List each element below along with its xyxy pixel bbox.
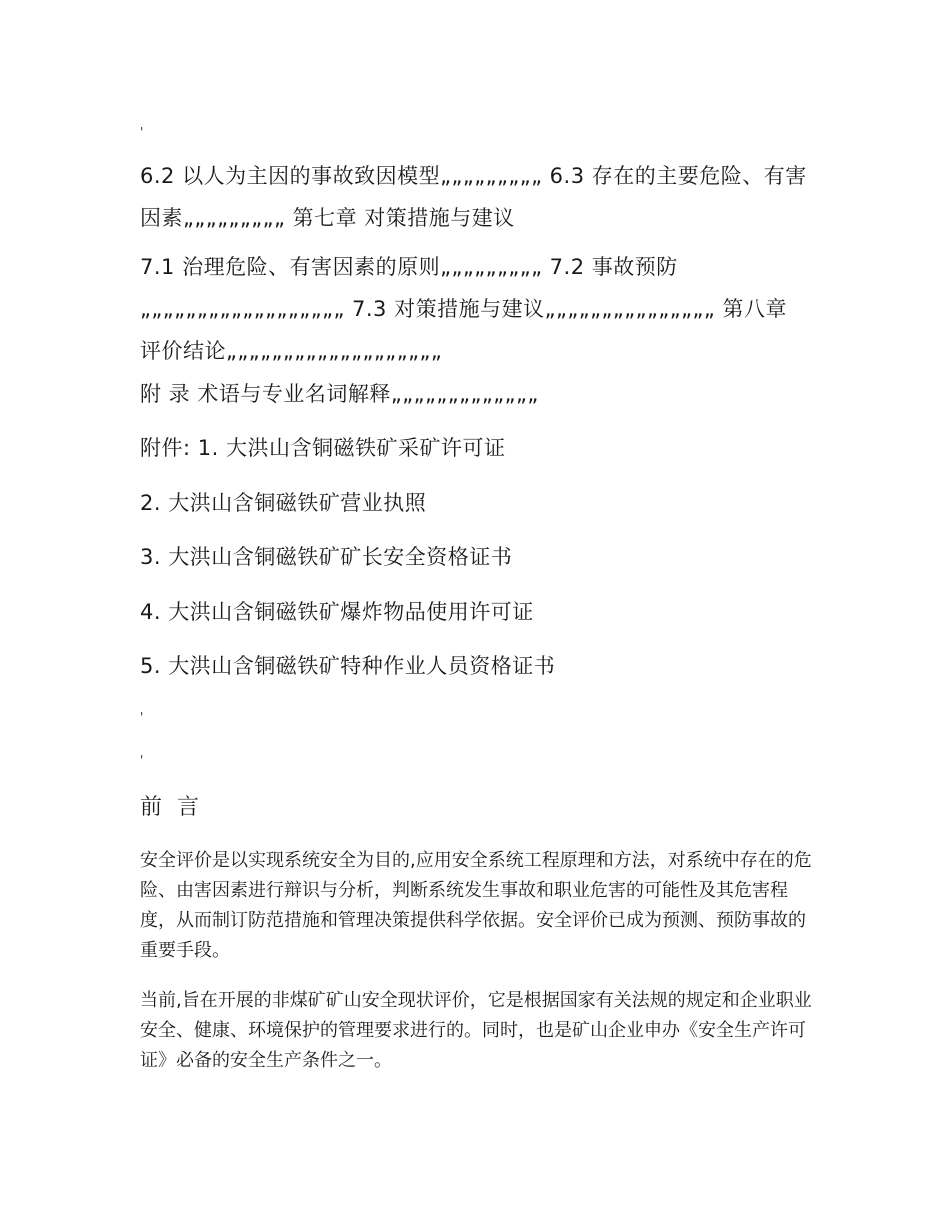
toc-appendix: 附 录 术语与专业名词解释„„„„„„„„„„„„„ xyxy=(140,382,539,406)
toc-block-chapter-7-8: 7.1 治理危险、有害因素的原则„„„„„„„„„ 7.2 事故预防„„„„„„„„„„„„„„„„„„ 7.3 对策措施与建议„„„„„„„„„„„„„„„ 第八章 评价结论„„„„„„„„„„„„„„„„„„„ xyxy=(140,255,787,363)
preface-title: 前 言 xyxy=(140,795,203,820)
preface-paragraph-1: 安全评价是以实现系统安全为目的,应用安全系统工程原理和方法，对系统中存在的危险、由害因素进行辩识与分析，判断系统发生事故和职业危害的可能性及其危害程度，从而制订防范措施和管理决策提供科学依据。安全评价已成为预测、预防事故的重要手段。 xyxy=(140,850,812,961)
stray-mark-middle-2: ' xyxy=(140,753,144,767)
attachment-item-1: 附件: 1. 大洪山含铜磁铁矿采矿许可证 xyxy=(140,436,506,460)
attachment-item-4: 4. 大洪山含铜磁铁矿爆炸物品使用许可证 xyxy=(140,600,534,624)
attachment-item-3: 3. 大洪山含铜磁铁矿矿长安全资格证书 xyxy=(140,545,513,569)
preface-paragraph-2: 当前,旨在开展的非煤矿矿山安全现状评价，它是根据国家有关法规的规定和企业职业安全、健康、环境保护的管理要求进行的。同时，也是矿山企业申办《安全生产许可证》必备的安全生产条件之一。 xyxy=(140,990,812,1071)
stray-mark-middle-1: ' xyxy=(140,710,144,724)
stray-mark-top: ' xyxy=(140,125,144,139)
toc-block-chapter-6: 6.2 以人为主因的事故致因模型„„„„„„„„„ 6.3 存在的主要危险、有害因素„„„„„„„„„ 第七章 对策措施与建议 xyxy=(140,164,807,230)
attachment-item-2: 2. 大洪山含铜磁铁矿营业执照 xyxy=(140,491,427,515)
attachment-item-5: 5. 大洪山含铜磁铁矿特种作业人员资格证书 xyxy=(140,654,556,678)
